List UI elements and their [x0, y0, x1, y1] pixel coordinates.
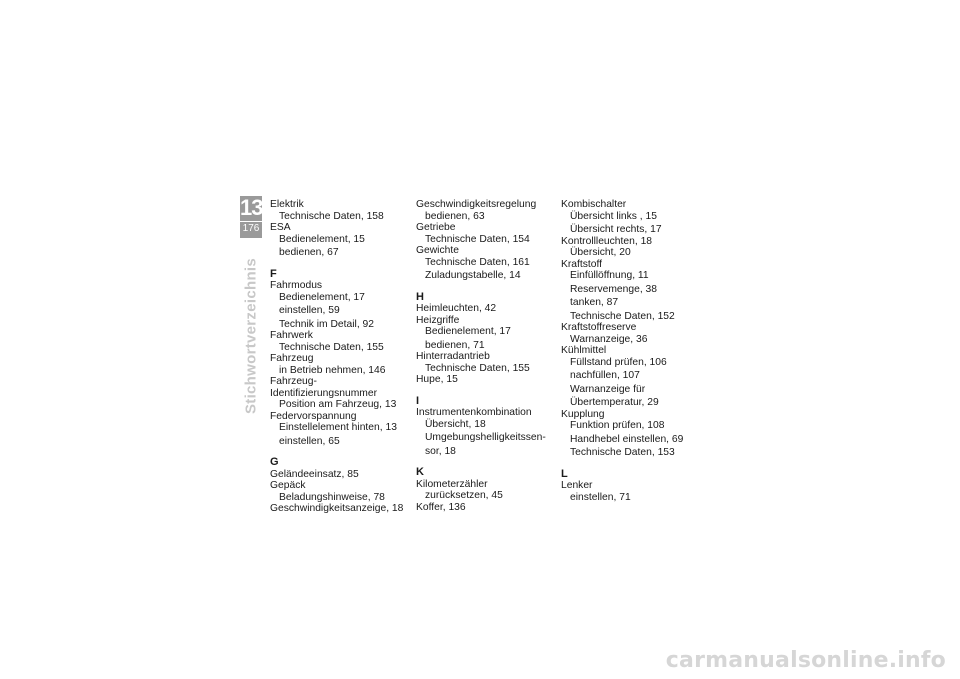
index-subentry: Technische Daten, 161	[425, 256, 530, 268]
index-subentry: einstellen, 59	[279, 305, 340, 316]
index-subentry: Technische Daten, 155	[279, 341, 384, 353]
index-subentry: Bedienelement, 15	[279, 233, 365, 245]
index-subentry: Technische Daten, 154	[425, 233, 530, 245]
index-subentry: bedienen, 71	[425, 339, 485, 351]
index-subentry: Warnanzeige für	[570, 383, 646, 395]
index-subentry: Einstellelement hinten, 13	[279, 422, 397, 433]
chapter-tab	[240, 196, 262, 238]
index-subentry: Handhebel einstellen, 69	[570, 433, 684, 445]
index-subentry: tanken, 87	[570, 297, 619, 308]
index-subentry: Technische Daten, 158	[279, 210, 384, 222]
index-letter-heading: K	[416, 466, 424, 478]
index-letter-heading: H	[416, 290, 424, 303]
index-entry: Hupe, 15	[416, 374, 458, 385]
index-subentry: bedienen, 63	[425, 210, 485, 222]
index-subentry: Warnanzeige, 36	[570, 333, 648, 345]
index-entry: Lenker	[561, 480, 593, 491]
index-subentry: Übersicht, 20	[570, 247, 631, 258]
index-entry: Fahrzeug-Identifizierungsnummer	[270, 376, 378, 399]
index-column-1	[270, 199, 420, 515]
index-subentry: Funktion prüfen, 108	[570, 420, 665, 431]
index-entry: Kupplung	[561, 408, 605, 420]
index-subentry: Technische Daten, 153	[570, 447, 675, 458]
index-entry: Elektrik	[270, 199, 304, 210]
index-entry: Gepäck	[270, 480, 306, 491]
index-subentry: Technische Daten, 152	[570, 310, 675, 322]
index-subentry: zurücksetzen, 45	[425, 490, 503, 501]
index-subentry: Übersicht, 18	[425, 418, 486, 430]
index-entry: Gewichte	[416, 245, 459, 256]
index-subentry: Füllstand prüfen, 106	[570, 356, 667, 368]
index-subentry: einstellen, 65	[279, 435, 340, 447]
index-subentry: nachfüllen, 107	[570, 370, 640, 381]
index-entry: Geschwindigkeitsregelung	[416, 199, 537, 210]
watermark: carmanualsonline.info	[665, 648, 946, 673]
index-entry: Getriebe	[416, 222, 456, 233]
index-entry: Kombischalter	[561, 199, 627, 210]
index-entry: Heizgriffe	[416, 314, 460, 326]
index-entry: Kühlmittel	[561, 345, 607, 356]
index-entry: Instrumentenkombination	[416, 407, 532, 418]
page-number: 176	[242, 223, 260, 234]
index-subentry: Technik im Detail, 92	[279, 318, 374, 330]
index-subentry: bedienen, 67	[279, 247, 339, 258]
index-column-2	[416, 199, 566, 513]
index-subentry: Zuladungstabelle, 14	[425, 270, 521, 281]
index-subentry: Umgebungshelligkeitssen-	[425, 432, 546, 443]
chapter-number: 13	[240, 195, 263, 220]
index-entry: Fahrmodus	[270, 280, 323, 291]
index-entry: Federvorspannung	[270, 410, 357, 422]
index-letter-heading: F	[270, 267, 277, 280]
index-entry: Kraftstoff	[561, 258, 603, 270]
index-subentry: Übertemperatur, 29	[570, 397, 659, 408]
index-letter-heading: L	[561, 467, 568, 480]
index-entry: Hinterradantrieb	[416, 351, 490, 362]
index-letter-heading: I	[416, 394, 420, 407]
index-letter-heading: G	[270, 456, 279, 468]
index-subentry: Reservemenge, 38	[570, 283, 658, 295]
index-entry: Kraftstoffreserve	[561, 322, 637, 333]
index-entry: Fahrzeug	[270, 353, 314, 364]
index-subentry: Einfüllöffnung, 11	[570, 270, 649, 281]
index-entry: Geländeeinsatz, 85	[270, 468, 359, 480]
index-entry: Fahrwerk	[270, 330, 313, 341]
index-subentry: Bedienelement, 17	[279, 291, 365, 303]
index-subentry: Übersicht links , 15	[570, 210, 657, 222]
index-entry: Kilometerzähler	[416, 478, 488, 490]
index-entry: Geschwindigkeitsanzeige, 18	[270, 503, 404, 514]
index-entry: Kontrollleuchten, 18	[561, 235, 653, 247]
index-subentry: Bedienelement, 17	[425, 326, 511, 337]
index-entry: Heimleuchten, 42	[416, 303, 497, 314]
index-column-3	[561, 199, 711, 503]
index-subentry: sor, 18	[425, 445, 456, 457]
index-entry: ESA	[270, 222, 291, 233]
chapter-divider	[240, 221, 262, 222]
index-subentry: Technische Daten, 155	[425, 362, 530, 374]
index-subentry: Übersicht rechts, 17	[570, 224, 662, 235]
index-subentry: Position am Fahrzeug, 13	[279, 399, 397, 410]
index-entry: Koffer, 136	[416, 501, 466, 513]
index-subentry: einstellen, 71	[570, 491, 631, 503]
chapter-title: Stichwortverzeichnis	[242, 257, 260, 415]
index-subentry: Beladungshinweise, 78	[279, 491, 385, 503]
index-subentry: in Betrieb nehmen, 146	[279, 364, 386, 376]
